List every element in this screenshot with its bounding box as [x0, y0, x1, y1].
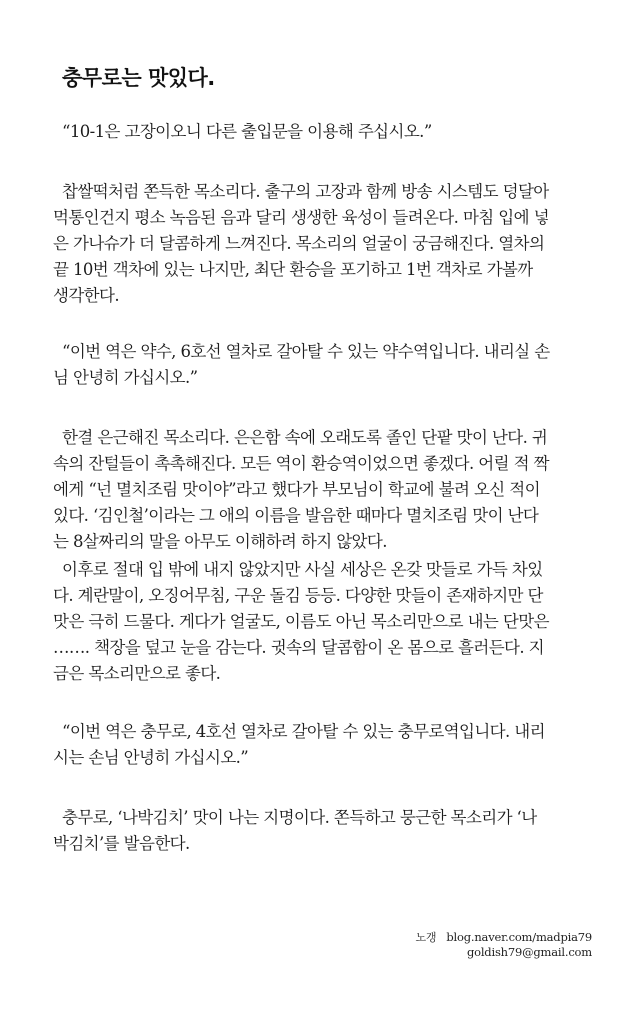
body-text-line: 금은 목소리만으로 좋다. [53, 664, 221, 683]
body-text-line: ……. 책장을 덮고 눈을 감는다. 귓속의 달콤함이 온 몸으로 흘러든다. 지 [53, 638, 544, 657]
footer-line-blog [416, 930, 593, 945]
body-text-line: “이번 역은 약수, 6호선 열차로 갈아탈 수 있는 약수역입니다. 내리실 손 [62, 342, 550, 361]
body-text-line: “이번 역은 충무로, 4호선 열차로 갈아탈 수 있는 충무로역입니다. 내리 [62, 722, 545, 741]
body-text-line: “10-1은 고장이오니 다른 출입문을 이용해 주십시오.” [62, 122, 432, 141]
body-text-line: 박김치’를 발음한다. [53, 834, 190, 853]
body-text-line: 한결 은근해진 목소리다. 은은함 속에 오래도록 졸인 단팥 맛이 난다. 귀 [62, 428, 548, 447]
body-text-line: 찹쌀떡처럼 쫀득한 목소리다. 출구의 고장과 함께 방송 시스템도 덩달아 [62, 182, 549, 201]
body-text-line: 에게 “넌 멸치조림 맛이야”라고 했다가 부모님이 학교에 불려 오신 적이 [53, 480, 540, 499]
body-text-line: 는 8살짜리의 말을 아무도 이해하려 하지 않았다. [53, 532, 387, 551]
email-address: goldish79@gmail.com [466, 945, 592, 959]
body-text-line: 속의 잔털들이 촉촉해진다. 모든 역이 환승역이었으면 좋겠다. 어릴 적 짝 [53, 454, 549, 473]
body-text-line: 님 안녕히 가십시오.” [53, 368, 198, 387]
body-text-line: 충무로, ‘나박김치’ 맛이 나는 지명이다. 쫀득하고 뭉근한 목소리가 ‘나 [62, 808, 537, 827]
body-text-line: 끝 10번 객차에 있는 나지만, 최단 환승을 포기하고 1번 객차로 가볼까 [53, 260, 533, 279]
body-text-line: 맛은 극히 드물다. 게다가 얼굴도, 이름도 아닌 목소리만으로 내는 단맛은 [53, 612, 549, 631]
body-text-line: 생각한다. [53, 286, 120, 305]
body-text-line: 은 가나슈가 더 달콤하게 느껴진다. 목소리의 얼굴이 궁금해진다. 열차의 [53, 234, 545, 253]
body-text-line: 다. 계란말이, 오징어무침, 구운 돌김 등등. 다양한 맛들이 존재하지만 단 [53, 586, 543, 605]
document-title: 충무로는 맛있다. [62, 66, 215, 90]
blog-url: blog.naver.com/madpia79 [446, 930, 592, 944]
body-text-line: 이후로 절대 입 밖에 내지 않았지만 사실 세상은 온갖 맛들로 가득 차있 [62, 560, 543, 579]
body-text-line: 시는 손님 안녕히 가십시오.” [53, 748, 249, 767]
body-text-line: 먹통인건지 평소 녹음된 음과 달리 생생한 육성이 들려온다. 마침 입에 넣 [53, 208, 549, 227]
author-name: 노갱 [415, 931, 437, 944]
body-text-line: 있다. ‘김인철’이라는 그 애의 이름을 발음한 때마다 멸치조림 맛이 난다 [53, 506, 539, 525]
author-footer [416, 930, 593, 959]
